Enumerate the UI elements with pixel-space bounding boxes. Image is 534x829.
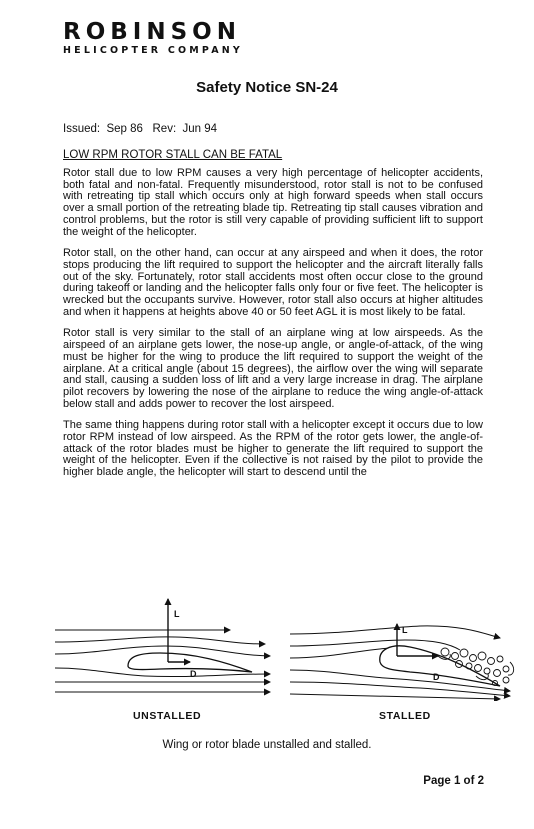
company-name: ROBINSON: [63, 19, 241, 45]
lift-label: L: [174, 609, 180, 619]
wake-eddy: [503, 677, 509, 683]
streamline: [290, 694, 500, 699]
wake-eddy: [488, 658, 495, 665]
wake-eddy: [475, 665, 482, 672]
wake-eddy: [441, 648, 449, 656]
company-logo: [63, 20, 243, 57]
unstalled-airfoil-diagram: [55, 599, 270, 692]
streamline: [290, 626, 500, 638]
notice-title: Safety Notice SN-24: [196, 79, 338, 96]
streamline: [290, 648, 390, 658]
wake-eddy: [460, 649, 468, 657]
wake-eddy: [494, 670, 501, 677]
stalled-airfoil-diagram: [290, 624, 514, 699]
drag-label: D: [190, 669, 197, 679]
wake-eddy: [478, 652, 486, 660]
wake-eddy: [497, 656, 503, 662]
wake-eddy: [466, 663, 472, 669]
body-paragraph-3: Rotor stall is very similar to the stall of an airplane wing at low airspeeds. As the airspeed of an airplane gets lower, the nose-up angle, or angle-of-attack, of the wing must be higher for the wing to produce the lift required to support the weight of the airplane. At a critical angle (about 15 degrees), the airflow over the wing will separate and stall, causing a sudden loss of lift and a very large increase in drag. The airplane pilot recovers by lowering the nose of the airplane to reduce the wing angle-of-attack below stall and adds power to recover the lost airspeed.: [63, 327, 483, 410]
streamline: [55, 637, 265, 644]
wake-eddy: [503, 666, 509, 672]
body-paragraph-4: The same thing happens during rotor stall with a helicopter except it occurs due to low rotor RPM instead of low airspeed. As the RPM of the rotor gets lower, the angle-of-attack of the rotor blades must be higher to generate the lift required to support the weight of the helicopter. Even if the collective is not raised by the pilot to provide the higher blade angle, the helicopter will start to descend until the: [63, 419, 483, 479]
stalled-label: STALLED: [379, 710, 431, 722]
wake-eddy: [484, 668, 490, 674]
streamline: [290, 682, 510, 696]
lift-label: L: [402, 625, 408, 635]
body-paragraph-1: Rotor stall due to low RPM causes a very high percentage of helicopter accidents, both fatal and non-fatal. Frequently misunderstood, rotor stall is not to be confused with retreating tip stall which occurs only at high forward speeds when stall occurs over a small portion of the retreating blade tip. Retreating tip stall causes vibration and control problems, but the rotor is still very capable of providing sufficient lift to support the weight of the helicopter.: [63, 167, 483, 238]
drag-label: D: [433, 672, 440, 682]
notice-headline: LOW RPM ROTOR STALL CAN BE FATAL: [63, 149, 283, 161]
notice-body: [63, 168, 483, 489]
body-paragraph-2: Rotor stall, on the other hand, can occur at any airspeed and when it does, the rotor stops producing the lift required to support the helicopter and the aircraft literally falls out of the sky. Fortunately, rotor stall accidents most often occur close to the ground during takeoff or landing and the helicopter falls only four or five feet. The helicopter is wrecked but the occupants survive. However, rotor stall also occurs at higher altitudes and when it happens at heights above 40 or 50 feet AGL it is most likely to be fatal.: [63, 247, 483, 318]
stall-diagram: [40, 596, 520, 701]
wake-eddy: [470, 655, 477, 662]
unstalled-label: UNSTALLED: [133, 710, 202, 722]
page-number: Page 1 of 2: [423, 775, 484, 787]
company-subtitle: HELICOPTER COMPANY: [63, 45, 244, 56]
issued-revision-line: Issued: Sep 86 Rev: Jun 94: [63, 123, 218, 135]
streamline: [290, 640, 460, 650]
figure-caption: Wing or rotor blade unstalled and stalled.: [162, 739, 372, 751]
wake-eddy: [452, 653, 459, 660]
